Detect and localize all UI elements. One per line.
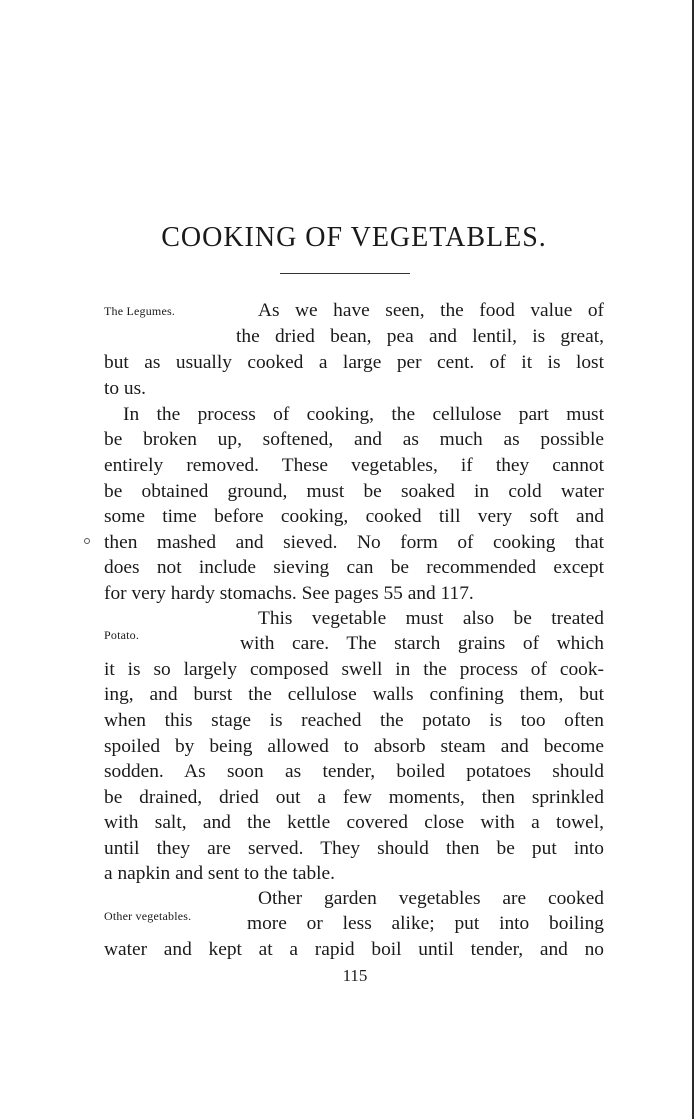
text-line: some time before cooking, cooked till very soft and bbox=[104, 506, 604, 527]
text-line: the dried bean, pea and lentil, is great, bbox=[236, 326, 604, 347]
text-line: be obtained ground, must be soaked in cold water bbox=[104, 481, 604, 502]
text-line: be broken up, softened, and as much as possible bbox=[104, 429, 604, 450]
text-line: spoiled by being allowed to absorb steam and become bbox=[104, 736, 604, 757]
text-line: This vegetable must also be treated bbox=[258, 608, 604, 629]
text-line: for very hardy stomachs. See pages 55 and 117. bbox=[104, 583, 474, 604]
text-line: to us. bbox=[104, 378, 147, 399]
text-line: more or less alike; put into boiling bbox=[247, 913, 604, 934]
text-line: ing, and burst the cellulose walls confining them, but bbox=[104, 684, 604, 705]
text-line: then mashed and sieved. No form of cooking that bbox=[104, 532, 604, 553]
text-line: with salt, and the kettle covered close with a towel, bbox=[104, 812, 604, 833]
text-line: Other garden vegetables are cooked bbox=[258, 888, 604, 909]
text-line: be drained, dried out a few moments, then sprinkled bbox=[104, 787, 604, 808]
text-line: sodden. As soon as tender, boiled potatoes should bbox=[104, 761, 604, 782]
text-line: with care. The starch grains of which bbox=[240, 633, 604, 654]
text-line: until they are served. They should then be put into bbox=[104, 838, 604, 859]
text-line: but as usually cooked a large per cent. of it is lost bbox=[104, 352, 604, 373]
text-line: does not include sieving can be recommended except bbox=[104, 557, 604, 578]
sidenote-other-vegetables: Other vegetables. bbox=[104, 909, 192, 923]
text-line: a napkin and sent to the table. bbox=[104, 863, 336, 884]
page-edge bbox=[692, 0, 694, 1119]
text-line: In the process of cooking, the cellulose part must bbox=[123, 404, 604, 425]
text-line: As we have seen, the food value of bbox=[258, 300, 604, 321]
text-line: it is so largely composed swell in the process of cook- bbox=[104, 659, 604, 680]
page-title: COOKING OF VEGETABLES. bbox=[161, 222, 547, 253]
print-speck bbox=[84, 538, 90, 544]
sidenote-legumes: The Legumes. bbox=[104, 304, 176, 318]
page-number: 115 bbox=[342, 966, 368, 985]
text-line: water and kept at a rapid boil until tender, and no bbox=[104, 939, 604, 960]
text-line: entirely removed. These vegetables, if they cannot bbox=[104, 455, 604, 476]
text-line: when this stage is reached the potato is too often bbox=[104, 710, 604, 731]
title-rule bbox=[280, 273, 410, 274]
sidenote-potato: Potato. bbox=[104, 628, 140, 642]
